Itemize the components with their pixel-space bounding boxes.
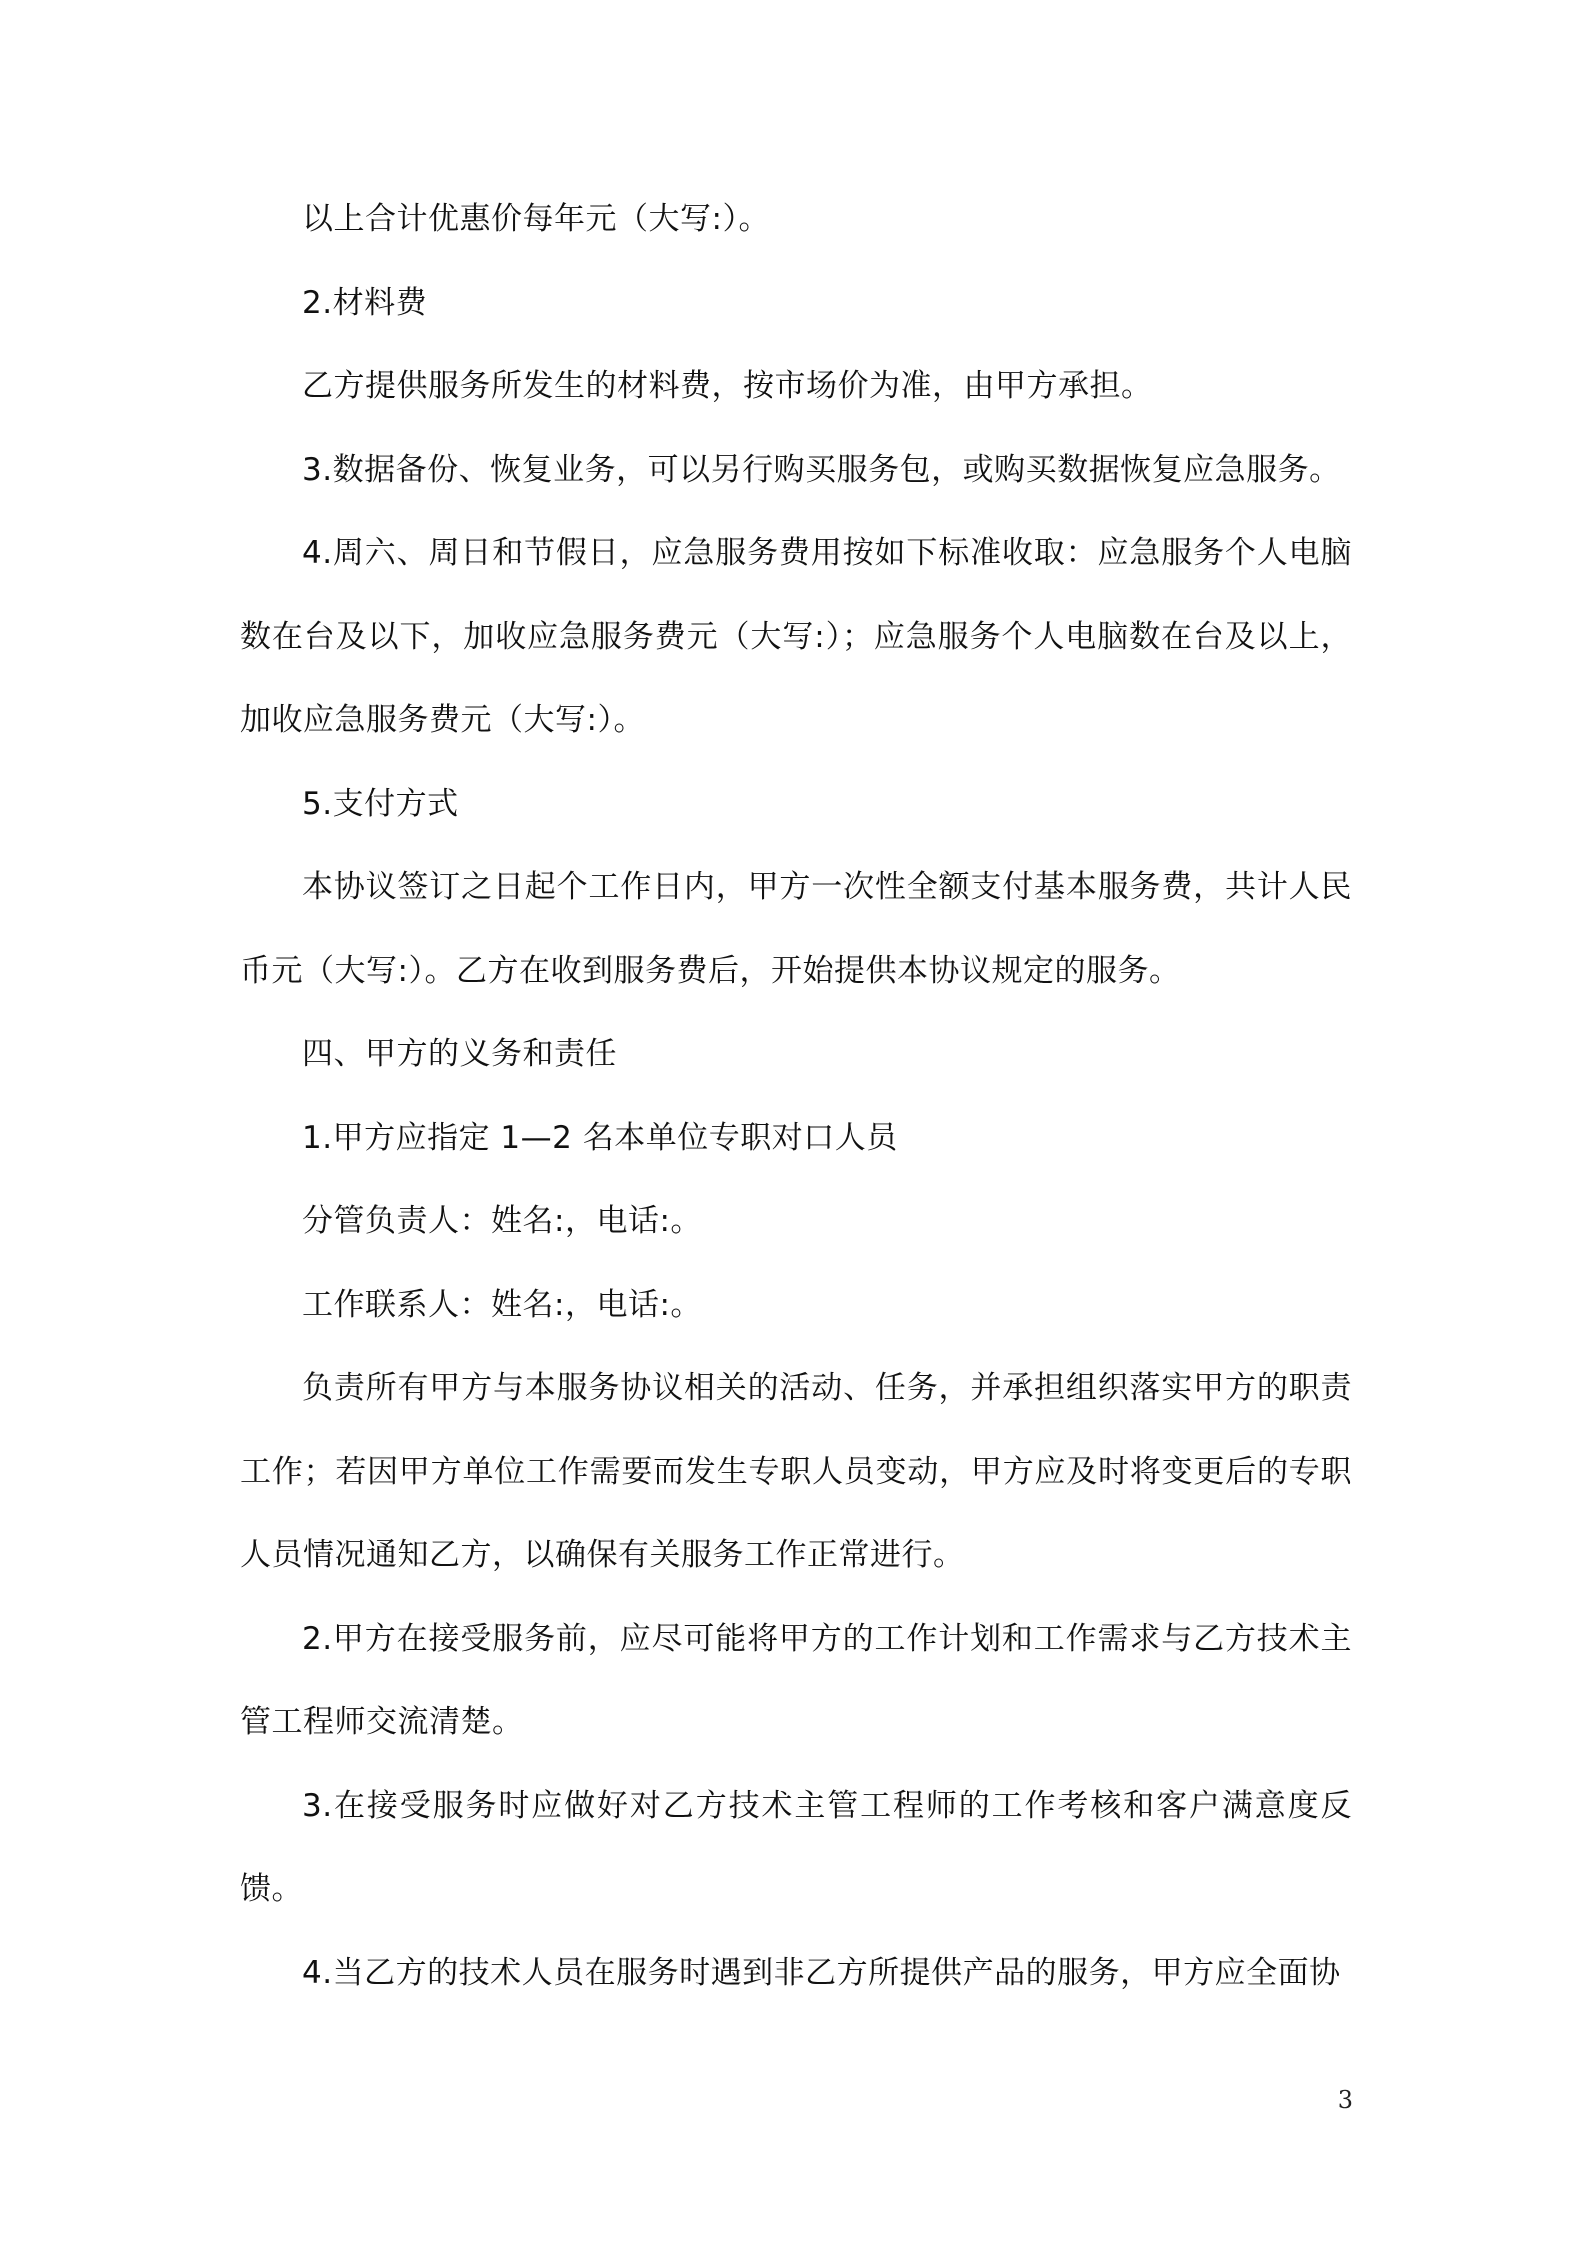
section-heading-party-a-obligations: 四、甲方的义务和责任 (302, 1036, 617, 1072)
paragraph-holiday-emergency-fee: 4.周六、周日和节假日，应急服务费用按如下标准收取：应急服务个人电脑数在台及以下，加收应急服务费元（大写:）；应急服务个人电脑数在台及以上，加收应急服务费元（大写:）。 (240, 535, 1352, 738)
page-number: 3 (1337, 2086, 1353, 2114)
paragraph-data-backup: 3.数据备份、恢复业务，可以另行购买服务包，或购买数据恢复应急服务。 (302, 451, 1341, 488)
paragraph-payment-heading: 5.支付方式 (302, 785, 459, 822)
paragraph-designate-staff: 1.甲方应指定 1—2 名本单位专职对口人员 (302, 1119, 898, 1156)
paragraph-material-fee-heading: 2.材料费 (302, 284, 428, 321)
paragraph-work-contact: 工作联系人：姓名:，电话:。 (302, 1286, 702, 1323)
paragraph-non-party-b-products: 4.当乙方的技术人员在服务时遇到非乙方所提供产品的服务，甲方应全面协 (302, 1954, 1341, 1991)
paragraph-manager-contact: 分管负责人：姓名:，电话:。 (302, 1203, 702, 1239)
document-body (240, 178, 1352, 2015)
paragraph-payment-terms: 本协议签订之日起个工作日内，甲方一次性全额支付基本服务费，共计人民币元（大写:）。乙方在收到服务费后，开始提供本协议规定的服务。 (240, 869, 1352, 989)
paragraph-total-price: 以上合计优惠价每年元（大写:）。 (302, 201, 770, 237)
paragraph-material-fee: 乙方提供服务所发生的材料费，按市场价为准，由甲方承担。 (302, 368, 1153, 404)
paragraph-assessment: 3.在接受服务时应做好对乙方技术主管工程师的工作考核和客户满意度反馈。 (240, 1787, 1352, 1907)
paragraph-staff-responsibilities: 负责所有甲方与本服务协议相关的活动、任务，并承担组织落实甲方的职责工作；若因甲方单位工作需要而发生专职人员变动，甲方应及时将变更后的专职人员情况通知乙方，以确保有关服务工作正常进行。 (240, 1370, 1352, 1573)
paragraph-work-plan: 2.甲方在接受服务前，应尽可能将甲方的工作计划和工作需求与乙方技术主管工程师交流清楚。 (240, 1620, 1352, 1740)
